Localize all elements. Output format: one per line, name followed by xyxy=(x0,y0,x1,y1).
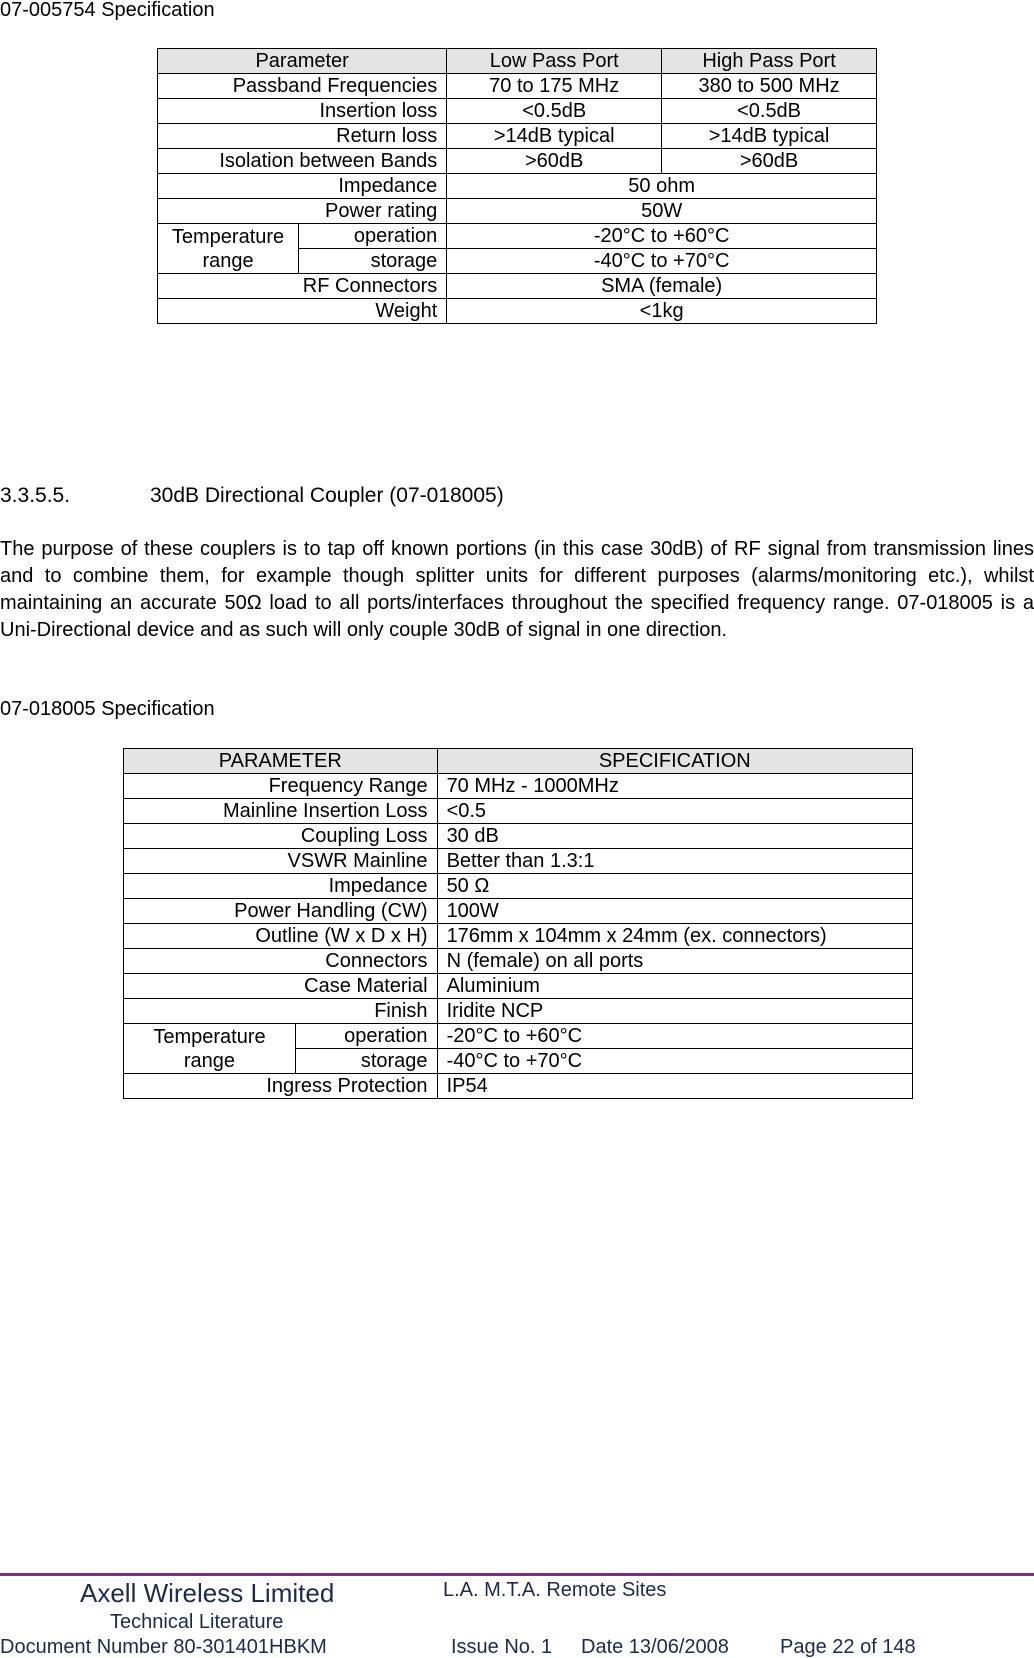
param-cell: Weight xyxy=(158,299,447,324)
temperature-label: Temperature xyxy=(153,1025,266,1048)
spec2-title: 07-018005 Specification xyxy=(0,698,215,720)
operation-label: operation xyxy=(295,1024,437,1049)
param-cell: Coupling Loss xyxy=(124,824,438,849)
temperature-range-cell xyxy=(124,1024,296,1074)
table-row xyxy=(158,124,877,149)
value-cell: SMA (female) xyxy=(447,274,877,299)
value-cell: 70 to 175 MHz xyxy=(447,74,662,99)
table-row xyxy=(124,899,913,924)
param-cell: Insertion loss xyxy=(158,99,447,124)
table-row xyxy=(158,299,877,324)
value-cell: <0.5dB xyxy=(447,99,662,124)
value-cell: >60dB xyxy=(447,149,662,174)
param-cell: Impedance xyxy=(124,874,438,899)
table-row xyxy=(158,149,877,174)
value-cell: 176mm x 104mm x 24mm (ex. connectors) xyxy=(437,924,912,949)
param-cell: Connectors xyxy=(124,949,438,974)
storage-label: storage xyxy=(295,1049,437,1074)
header-cell: Low Pass Port xyxy=(447,49,662,74)
param-cell: Impedance xyxy=(158,174,447,199)
param-cell: Return loss xyxy=(158,124,447,149)
value-cell: N (female) on all ports xyxy=(437,949,912,974)
value-cell: 50W xyxy=(447,199,877,224)
param-cell: Ingress Protection xyxy=(124,1074,438,1099)
table-row xyxy=(158,74,877,99)
value-cell: -20°C to +60°C xyxy=(437,1024,912,1049)
param-cell: RF Connectors xyxy=(158,274,447,299)
value-cell: <1kg xyxy=(447,299,877,324)
body-paragraph: The purpose of these couplers is to tap off known portions (in this case 30dB) of RF signal from transmission lines and to combine them, for example though splitter units for different purposes (alarms/monitoring etc.), whilst maintaining an accurate 50Ω load to all ports/interfaces throughout the specified frequency range. 07-018005 is a Uni-Directional device and as such will only couple 30dB of signal in one direction. xyxy=(0,538,1034,641)
param-cell: Outline (W x D x H) xyxy=(124,924,438,949)
table-row xyxy=(124,1074,913,1099)
spec2-table xyxy=(123,748,913,1099)
table-row xyxy=(124,999,913,1024)
param-cell: Passband Frequencies xyxy=(158,74,447,99)
table-row xyxy=(158,274,877,299)
param-cell: Case Material xyxy=(124,974,438,999)
value-cell: <0.5dB xyxy=(662,99,877,124)
footer-page: Page 22 of 148 xyxy=(780,1636,916,1658)
table-row xyxy=(158,99,877,124)
header-cell: SPECIFICATION xyxy=(437,749,912,774)
footer-project: L.A. M.T.A. Remote Sites xyxy=(443,1579,667,1601)
param-cell: VSWR Mainline xyxy=(124,849,438,874)
param-cell: Isolation between Bands xyxy=(158,149,447,174)
table-row xyxy=(124,799,913,824)
footer-document-number: Document Number 80-301401HBKM xyxy=(0,1636,327,1658)
section-number: 3.3.5.5. xyxy=(0,484,71,507)
section-title: 30dB Directional Coupler (07-018005) xyxy=(150,484,504,507)
temperature-range-cell xyxy=(158,224,299,274)
value-cell: IP54 xyxy=(437,1074,912,1099)
header-cell: High Pass Port xyxy=(662,49,877,74)
footer-company-logo-text: Axell Wireless Limited xyxy=(80,1578,335,1608)
table-row xyxy=(158,224,877,249)
value-cell: Better than 1.3:1 xyxy=(437,849,912,874)
value-cell: 50 ohm xyxy=(447,174,877,199)
range-label: range xyxy=(183,1049,236,1072)
header-cell: Parameter xyxy=(158,49,447,74)
table-row xyxy=(124,1024,913,1049)
spec1-title: 07-005754 Specification xyxy=(0,0,215,21)
value-cell: 70 MHz - 1000MHz xyxy=(437,774,912,799)
table-row xyxy=(124,774,913,799)
table-row xyxy=(124,924,913,949)
param-cell: Frequency Range xyxy=(124,774,438,799)
table-row xyxy=(124,949,913,974)
value-cell: <0.5 xyxy=(437,799,912,824)
value-cell: -40°C to +70°C xyxy=(437,1049,912,1074)
param-cell: Power rating xyxy=(158,199,447,224)
footer-date: Date 13/06/2008 xyxy=(581,1636,729,1658)
range-label: range xyxy=(202,249,254,272)
temperature-label: Temperature xyxy=(171,225,285,248)
footer-issue: Issue No. 1 xyxy=(451,1636,553,1658)
table-row xyxy=(158,199,877,224)
value-cell: -20°C to +60°C xyxy=(447,224,877,249)
param-cell: Mainline Insertion Loss xyxy=(124,799,438,824)
value-cell: >14dB typical xyxy=(447,124,662,149)
table-header-row xyxy=(158,49,877,74)
storage-label: storage xyxy=(299,249,447,274)
section-heading xyxy=(0,483,504,509)
table-row xyxy=(158,174,877,199)
param-cell: Finish xyxy=(124,999,438,1024)
value-cell: 100W xyxy=(437,899,912,924)
table-row xyxy=(124,974,913,999)
value-cell: -40°C to +70°C xyxy=(447,249,877,274)
value-cell: Aluminium xyxy=(437,974,912,999)
value-cell: 30 dB xyxy=(437,824,912,849)
param-cell: Power Handling (CW) xyxy=(124,899,438,924)
table-row xyxy=(124,849,913,874)
footer-division: Technical Literature xyxy=(110,1611,284,1633)
table-row xyxy=(124,824,913,849)
table-row xyxy=(124,874,913,899)
operation-label: operation xyxy=(299,224,447,249)
value-cell: Iridite NCP xyxy=(437,999,912,1024)
spec1-table xyxy=(157,48,877,324)
value-cell: 380 to 500 MHz xyxy=(662,74,877,99)
header-cell: PARAMETER xyxy=(124,749,438,774)
value-cell: 50 Ω xyxy=(437,874,912,899)
table-header-row xyxy=(124,749,913,774)
value-cell: >14dB typical xyxy=(662,124,877,149)
value-cell: >60dB xyxy=(662,149,877,174)
